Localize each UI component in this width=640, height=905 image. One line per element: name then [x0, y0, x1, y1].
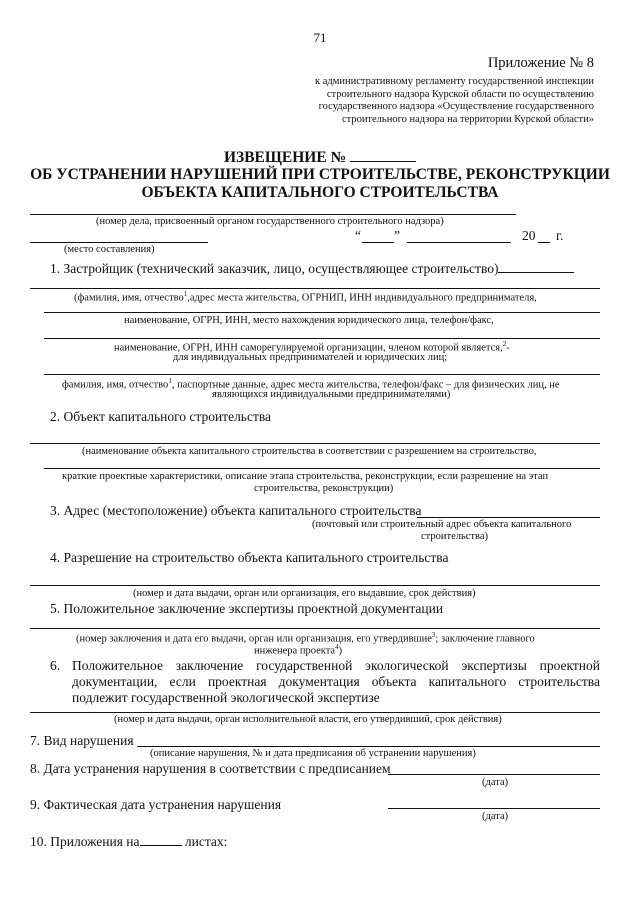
section10-suffix: листах:	[184, 834, 228, 849]
actual-date-field[interactable]	[388, 808, 600, 809]
appendix-subtitle-line: строительного надзора на территории Курской области»	[341, 113, 594, 125]
developer-line-2[interactable]	[44, 312, 600, 313]
appendix-subtitle-line: строительного надзора Курской области по осуществлению	[326, 88, 594, 100]
footnote-ref: 4	[335, 643, 339, 651]
section5-caption1-rest: ; заключение главного	[435, 633, 535, 645]
footnote-ref: 2	[502, 340, 507, 348]
appendix-subtitle-line: государственного надзора «Осуществление государственного	[318, 101, 594, 112]
section2-title: 2. Объект капитального строительства	[50, 409, 272, 424]
date-day-field[interactable]	[362, 242, 394, 243]
section6-caption: (номер и дата выдачи, орган исполнительной власти, его утвердивший, срок действия)	[114, 714, 502, 725]
planned-date-field[interactable]	[388, 774, 600, 775]
section4-title: 4. Разрешение на строительство объекта капитального строительства	[50, 550, 449, 565]
violation-field[interactable]	[137, 746, 600, 747]
section8-caption: (дата)	[482, 777, 509, 788]
case-number-field[interactable]	[30, 214, 516, 215]
section6-number: 6.	[50, 658, 61, 673]
footnote-ref: 3	[431, 631, 436, 639]
appendix-subtitle-line: к административному регламенту государственной инспекции	[314, 76, 594, 87]
section1-caption1-rest: ,адрес места жительства, ОГРНИП, ИНН индивидуального предпринимателя,	[187, 292, 537, 304]
eco-expertise-field[interactable]	[30, 712, 600, 713]
place-field[interactable]	[30, 242, 208, 243]
section1-caption3b: для индивидуальных предпринимателей и юридических лиц;	[173, 352, 448, 363]
date-day-open-quote: “	[355, 228, 361, 243]
footnote-ref: 1	[168, 377, 172, 385]
section1-caption2: наименование, ОГРН, ИНН, место нахождения юридического лица, телефон/факс,	[124, 315, 494, 326]
address-field[interactable]	[417, 517, 600, 518]
sheets-count-field[interactable]	[140, 832, 182, 846]
section1-caption4b: являющихся индивидуальными предпринимателями)	[212, 389, 451, 400]
section2-caption2a: краткие проектные характеристики, описание этапа строительства, реконструкции, если разрешение на этап	[62, 471, 549, 482]
section1-caption3a-text: наименование, ОГРН, ИНН саморегулируемой организации, членом которой является,	[114, 342, 503, 354]
section1-caption1-text: (фамилия, имя, отчество	[74, 292, 184, 304]
developer-line-4[interactable]	[44, 374, 600, 375]
section1-caption3a-rest: -	[506, 342, 510, 354]
section5-caption1-text: (номер заключения и дата его выдачи, орган или организация, его утвердившие	[76, 633, 432, 645]
section1-title	[50, 259, 574, 277]
page-number: 71	[313, 30, 327, 45]
section5-caption2-rest: )	[338, 645, 343, 657]
section5-title: 5. Положительное заключение экспертизы проектной документации	[50, 601, 444, 616]
developer-field[interactable]	[498, 259, 574, 273]
section2-caption2b: строительства, реконструкции)	[254, 483, 394, 494]
section9-title: 9. Фактическая дата устранения нарушения	[30, 797, 282, 812]
section1-title-text: 1. Застройщик (технический заказчик, лицо, осуществляющее строительство)	[50, 261, 499, 276]
section7-caption: (описание нарушения, № и дата предписания об устранении нарушения)	[150, 748, 476, 759]
year-suffix: г.	[556, 228, 564, 243]
object-line-1[interactable]	[30, 443, 600, 444]
footnote-ref: 1	[183, 290, 188, 298]
date-year-field[interactable]	[538, 242, 550, 243]
appendix-title: Приложение № 8	[487, 55, 594, 71]
section6-text: Положительное заключение государственной экологической экспертизы проектной документации, если проектная документация объекта капитального строительства подлежит государственной экологической экспертизе	[72, 658, 600, 705]
document-heading-line3: ОБЪЕКТА КАПИТАЛЬНОГО СТРОИТЕЛЬСТВА	[141, 184, 499, 201]
section10-line	[30, 832, 227, 850]
object-line-2[interactable]	[44, 468, 600, 469]
developer-line-3[interactable]	[44, 338, 600, 339]
section5-caption2	[254, 643, 342, 657]
document-heading-line1	[0, 148, 640, 167]
section10-prefix: 10. Приложения на	[30, 834, 140, 849]
notice-title: ИЗВЕЩЕНИЕ №	[223, 149, 347, 166]
section4-caption: (номер и дата выдачи, орган или организация, его выдавшие, срок действия)	[133, 588, 476, 599]
section3-caption2: строительства)	[421, 531, 488, 542]
section8-title: 8. Дата устранения нарушения в соответствии с предписанием	[30, 761, 391, 776]
section5-caption2-text: инженера проекта	[254, 645, 336, 657]
section3-title: 3. Адрес (местоположение) объекта капитального строительства	[50, 503, 422, 518]
developer-line-1[interactable]	[30, 288, 600, 289]
date-month-field[interactable]	[407, 242, 511, 243]
section7-title: 7. Вид нарушения	[30, 733, 134, 748]
date-day-close-quote: ”	[394, 228, 400, 243]
expertise-field[interactable]	[30, 628, 600, 629]
document-heading-line2: ОБ УСТРАНЕНИИ НАРУШЕНИЙ ПРИ СТРОИТЕЛЬСТВЕ, РЕКОНСТРУКЦИИ	[30, 166, 610, 183]
year-prefix: 20	[522, 228, 536, 243]
section3-caption1: (почтовый или строительный адрес объекта капитального	[312, 519, 572, 530]
notice-number-field[interactable]	[350, 148, 416, 162]
section1-caption4a-text: фамилия, имя, отчество	[62, 379, 169, 391]
section2-caption1: (наименование объекта капитального строительства в соответствии с разрешением на строительство,	[82, 446, 537, 457]
permit-field[interactable]	[30, 585, 600, 586]
section1-caption4a-rest: , паспортные данные, адрес места жительства, телефон/факс – для физических лиц, не	[171, 379, 560, 391]
section9-caption: (дата)	[482, 811, 509, 822]
case-number-caption: (номер дела, присвоенный органом государственного строительного надзора)	[96, 216, 444, 227]
appendix-subtitle	[234, 76, 594, 126]
section1-caption1	[74, 290, 537, 304]
place-caption: (место составления)	[64, 244, 155, 255]
